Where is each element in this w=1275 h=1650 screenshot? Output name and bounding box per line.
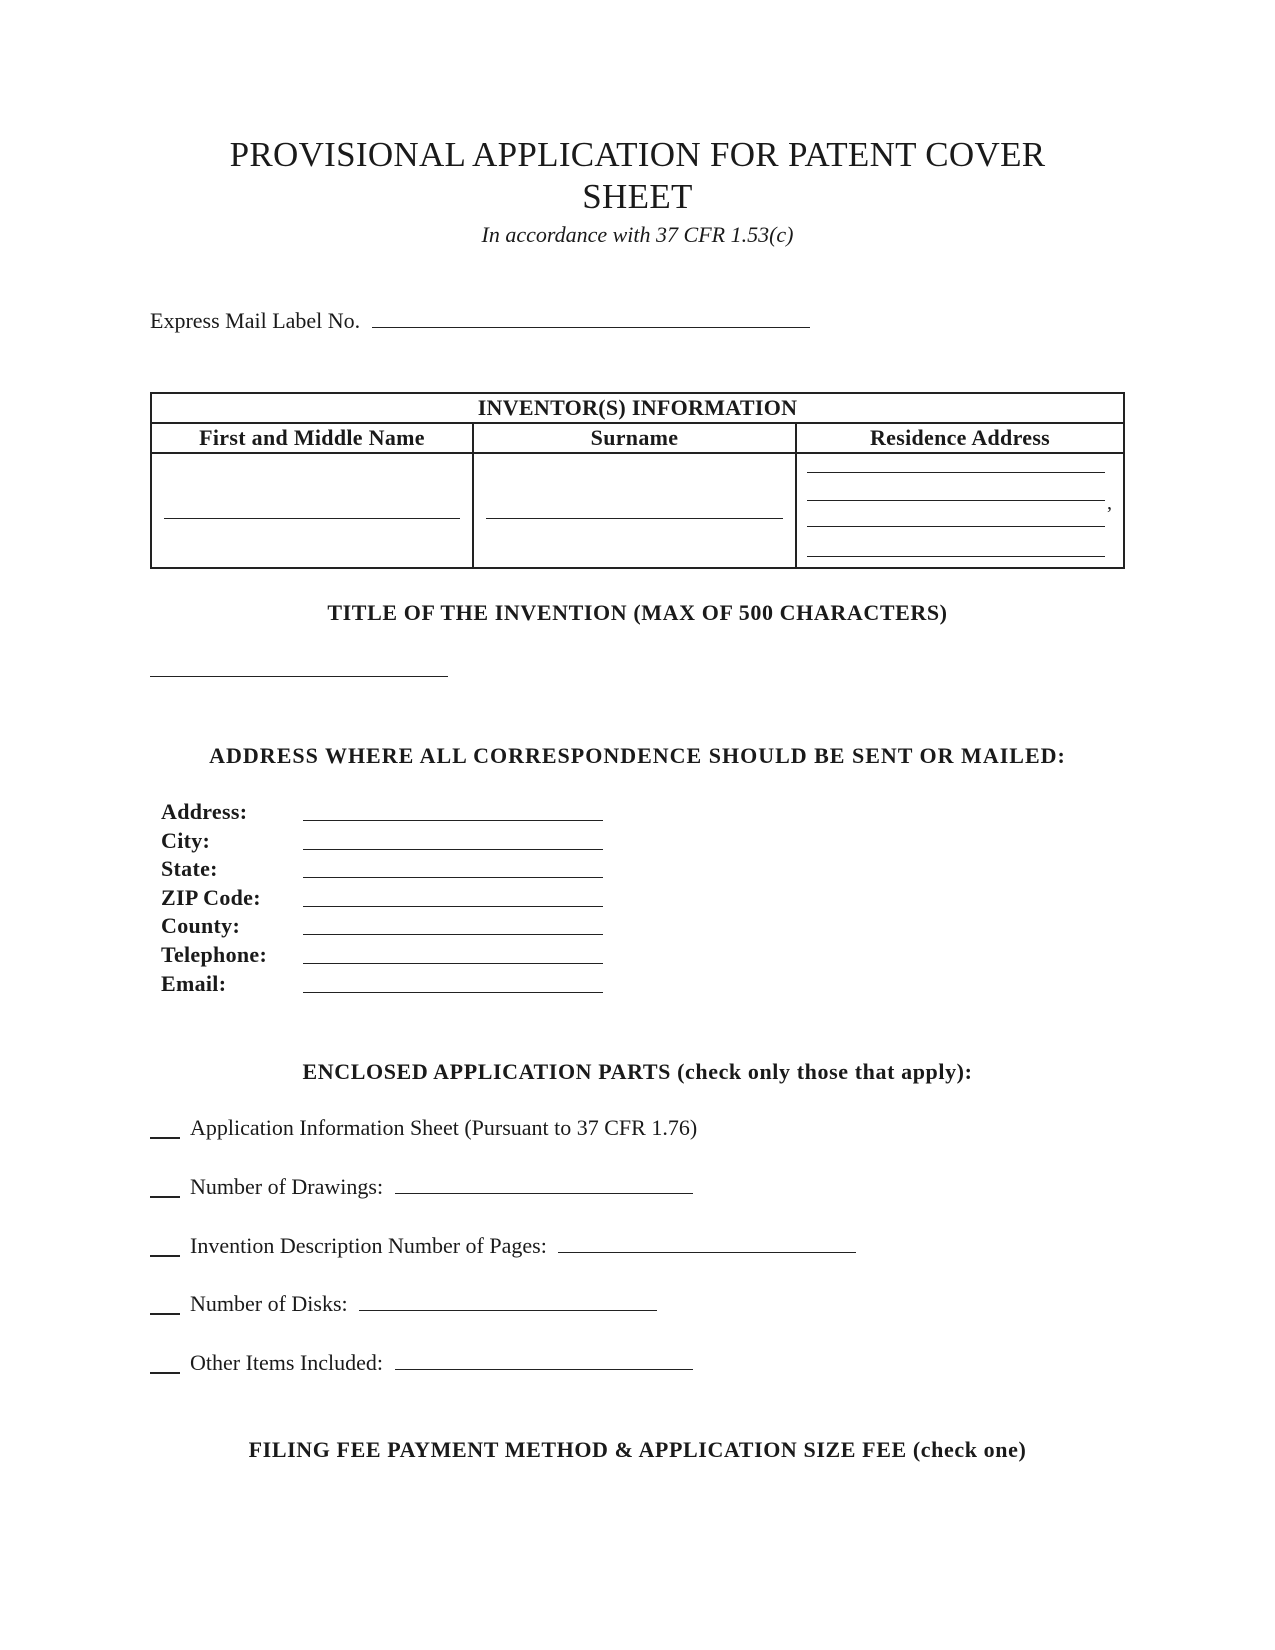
number-of-drawings-label: Number of Drawings:	[190, 1174, 384, 1199]
surname-cell	[473, 453, 796, 568]
city-label: City:	[161, 828, 211, 853]
residence-address-comma: ,	[1107, 492, 1112, 514]
telephone-field[interactable]	[303, 963, 603, 964]
description-pages-label: Invention Description Number of Pages:	[190, 1233, 547, 1258]
number-of-disks-checkbox[interactable]	[150, 1313, 180, 1315]
column-first-middle-name: First and Middle Name	[151, 423, 473, 453]
surname-field[interactable]	[486, 518, 783, 519]
number-of-drawings-field[interactable]	[395, 1175, 693, 1194]
address-field[interactable]	[303, 820, 603, 821]
first-middle-name-cell	[151, 453, 473, 568]
county-label: County:	[161, 913, 241, 938]
other-items-label: Other Items Included:	[190, 1350, 384, 1375]
other-items-row	[190, 1350, 693, 1376]
filing-fee-heading: FILING FEE PAYMENT METHOD & APPLICATION SIZE FEE (check one)	[248, 1437, 1027, 1462]
city-field[interactable]	[303, 849, 603, 850]
residence-address-line-2[interactable]	[807, 500, 1105, 501]
description-pages-field[interactable]	[558, 1234, 856, 1253]
page-title	[0, 134, 1275, 218]
other-items-field[interactable]	[395, 1351, 693, 1370]
title-line-1: PROVISIONAL APPLICATION FOR PATENT COVER	[229, 135, 1046, 174]
residence-address-cell	[796, 453, 1124, 568]
address-label: Address:	[161, 799, 248, 824]
description-pages-row	[190, 1233, 856, 1259]
title-of-invention-heading: TITLE OF THE INVENTION (MAX OF 500 CHARACTERS)	[327, 600, 948, 625]
state-field[interactable]	[303, 877, 603, 878]
express-mail-row	[150, 308, 810, 334]
inventor-table-heading: INVENTOR(S) INFORMATION	[151, 393, 1124, 423]
telephone-label: Telephone:	[161, 942, 268, 967]
residence-address-line-4[interactable]	[807, 556, 1105, 557]
other-items-checkbox[interactable]	[150, 1372, 180, 1374]
description-pages-checkbox[interactable]	[150, 1255, 180, 1257]
express-mail-label: Express Mail Label No.	[150, 308, 361, 333]
first-middle-name-field[interactable]	[164, 518, 460, 519]
enclosed-parts-heading: ENCLOSED APPLICATION PARTS (check only those that apply):	[302, 1059, 973, 1084]
zip-code-label: ZIP Code:	[161, 885, 261, 910]
email-field[interactable]	[303, 992, 603, 993]
residence-address-line-3[interactable]	[807, 526, 1105, 527]
title-line-2: SHEET	[582, 177, 693, 216]
correspondence-heading: ADDRESS WHERE ALL CORRESPONDENCE SHOULD BE SENT OR MAILED:	[209, 743, 1066, 768]
number-of-disks-row	[190, 1291, 657, 1317]
number-of-drawings-checkbox[interactable]	[150, 1196, 180, 1198]
column-residence-address: Residence Address	[796, 423, 1124, 453]
residence-address-line-1[interactable]	[807, 472, 1105, 473]
number-of-disks-label: Number of Disks:	[190, 1291, 348, 1316]
zip-code-field[interactable]	[303, 906, 603, 907]
page-subtitle: In accordance with 37 CFR 1.53(c)	[481, 222, 794, 247]
application-info-sheet-label: Application Information Sheet (Pursuant to 37 CFR 1.76)	[190, 1115, 698, 1140]
number-of-drawings-row	[190, 1174, 693, 1200]
column-surname: Surname	[473, 423, 796, 453]
title-of-invention-field[interactable]	[150, 676, 448, 677]
county-field[interactable]	[303, 934, 603, 935]
number-of-disks-field[interactable]	[359, 1292, 657, 1311]
email-label: Email:	[161, 971, 227, 996]
inventor-table	[150, 392, 1125, 569]
application-info-sheet-checkbox[interactable]	[150, 1137, 180, 1139]
state-label: State:	[161, 856, 218, 881]
express-mail-field[interactable]	[372, 309, 810, 328]
